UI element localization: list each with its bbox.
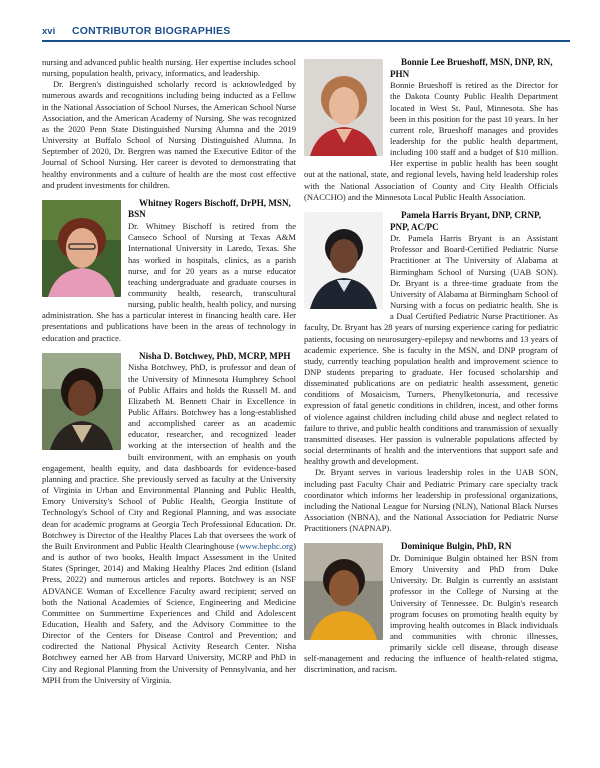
contributor-bio-bryant: Dr. Pamela Harris Bryant is an Assistant Professor and Board-Certified Pediatric Nurse Practitioner at The University of Alabama at Birmingham School of Nursing (UAB SON). Dr. Bryant is a three-time graduate from the University of Alabama at Birmingham School of Nursing with a focus on pediatric health. She is a Dual Certified Pediatric Nurse Practitioner. As faculty, Dr. Bryant has 28 years of nursing experience caring for pediatric patients, focusing on neurosurgery-epilepsy and newborns and 13 years of academic experience. She is faculty in the MSN, and DNP program of study, currently teaching population health and improvement science to DNP students preparing to graduate. Her focused scholarship and disseminated publications are on pediatric health assessment, genetic conditions of Mosaicism, Turners, Phenylketonuria, and recessive expression of fatal genetic conditions in children, incest, and other forms of violence against children including child abuse and neglect related to failure to thrive, and public health conditions and transmission of sexually transmitted diseases. Her passion is vulnerable populations affected by social determinants of health and the interventions that support safe and healthy growth and development. [304,233,558,467]
contributor-bio-bulgin: Dr. Dominique Bulgin obtained her BSN from Emory University and PhD from Duke University. Dr. Bulgin is currently an assistant professor in the College of Nursing at the University of Tennessee. Dr. Bulgin's research program focuses on promoting health equity by improving health outcomes in Black individuals and communities with chronic illnesses, primarily sickle cell disease, through disease self-management and reducing the influence of health-related stigma, discrimination, and racism. [304,552,558,675]
running-title: CONTRIBUTOR BIOGRAPHIES [72,25,231,37]
bio-entry-brueshoff [304,57,558,203]
bergren-awards-paragraph: Dr. Bergren's distinguished scholarly record is acknowledged by numerous awards and recognitions including being inducted as a Fellow in the National Association of School Nurses, the American School Nurse Association, and the American Academy of Nursing. She was recognized as the 2020 Penn State Distinguished Nursing Alumna and the 2019 University at Buffalo School of Nursing Distinguished Alumna. In September of 2020, Dr. Bergren was named the Executive Editor of the Journal of School Nursing. Her career is devoted to demonstrating that healthy environments and a culture of health are the most cost effective and prudent investments for children. [42,79,296,190]
contributor-name-brueshoff: Bonnie Lee Brueshoff, MSN, DNP, RN, PHN [390,57,553,79]
contributor-bio-brueshoff: Bonnie Brueshoff is retired as the Director for the Dakota County Public Health Department located in West St. Paul, Minnesota. She has been in this position for the past 10 years. In her current role, Brueshoff manages and provides leadership for the public health department, including 100 staff and a budget of $10 million. Her expertise in public health has been sought out at the national, state, and regional levels, having held leadership roles with the National Association of County and City Health Officials (NACCHO) and the Minnesota Local Public Health Association. [304,80,558,202]
botchwey-bio-text-1: Nisha Botchwey, PhD, is professor and dean of the University of Minnesota Humphrey School of Public Affairs and holds the Russell M. and Elizabeth M. Bennett Chair in Excellence in Public Affairs. Botchwey has a long-established and accomplished career as an academic educator, researcher, and recognized leader working at the intersection of health and the built environment, with an emphasis on youth engagement, health equity, and data dashboards for evidence-based planning and practice. She previously served as faculty at the University of Virginia in Urban and Environmental Planning and Public Health, Emory University's School of Public Health, Georgia Institute of Technology's School of City and Regional Planning, and was associate dean for academic programs at Georgia Tech Professional Education. Dr. Botchwey is Director of the Healthy Places Lab that oversees the work of the Built Environment and Public Health Clearinghouse ( [42,362,296,551]
bergren-continuation-paragraph: nursing and advanced public health nursing. Her expertise includes school nursing, population health, privacy, informatics, and leadership. [42,57,296,79]
portrait-photo-brueshoff [304,59,383,156]
contributor-bio-bryant-2: Dr. Bryant serves in various leadership roles in the UAB SON, including past Faculty Chair and Pediatric Primary care specialty track coordinator which informs her leadership in professional organizations, including the National League for Nursing (NLN), National Black Nurses Association (NBNA), and the National Association for Pediatric Nurse Practitioners (NAPNAP). [304,467,558,534]
contributor-name-bischoff: Whitney Rogers Bischoff, DrPH, MSN, BSN [128,197,291,220]
contributor-name-bulgin: Dominique Bulgin, PhD, RN [401,541,512,552]
right-column [304,57,558,676]
header-rule [42,40,570,42]
left-column [42,57,296,686]
running-header [0,0,600,42]
portrait-photo-bryant [304,212,383,309]
portrait-photo-bischoff [42,200,121,297]
botchwey-bio-text-2: ) and is author of two books, Health Impact Assessment in the United States (Springer, 2014) and Making Healthy Places 2nd edition (Island Press, 2022) and numerous articles and reports. Botchwey is an NSF ADVANCE Woman of Excellence Faculty award recipient; served on both the National Academies of Science, Engineering and Medicine Committee on Summertime Experiences and Child and Adolescent Education, Health and Safety, and the Advisory Committee to the Director of the Centers for Disease Control and Prevention; and codirected the National Physical Activity Research Center. Nisha Botchwey earned her AB from Harvard University, MCRP and PhD in City and Regional Planning from the University of Pennsylvania, and her MPH from the University of Virginia. [42,540,296,685]
bio-entry-bryant [304,210,558,534]
portrait-photo-bulgin [304,543,383,640]
portrait-photo-botchwey [42,353,121,450]
bephc-link[interactable]: www.bephc.org [239,540,294,551]
bio-entry-bulgin [304,541,558,675]
bio-entry-bischoff [42,198,296,344]
contributor-bio-bischoff: Dr. Whitney Bischoff is retired from the Canseco School of Nursing at Texas A&M International University in Laredo, Texas. She has worked in hospitals, clinics, as a parish nurse, and for 20 years as a nurse educator teaching undergraduate and graduate courses in community health, research, transcultural nursing, public health, health policy, and nursing administration. She has a particular interest in financing health care. Her presentations and publications have been in the areas of technology in education and practice. [42,221,296,343]
contributor-name-botchwey: Nisha D. Botchwey, PhD, MCRP, MPH [139,350,291,361]
bio-entry-botchwey [42,351,296,686]
contributor-name-bryant: Pamela Harris Bryant, DNP, CRNP, PNP, AC/PC [390,209,542,232]
page-number: xvi [42,26,56,37]
